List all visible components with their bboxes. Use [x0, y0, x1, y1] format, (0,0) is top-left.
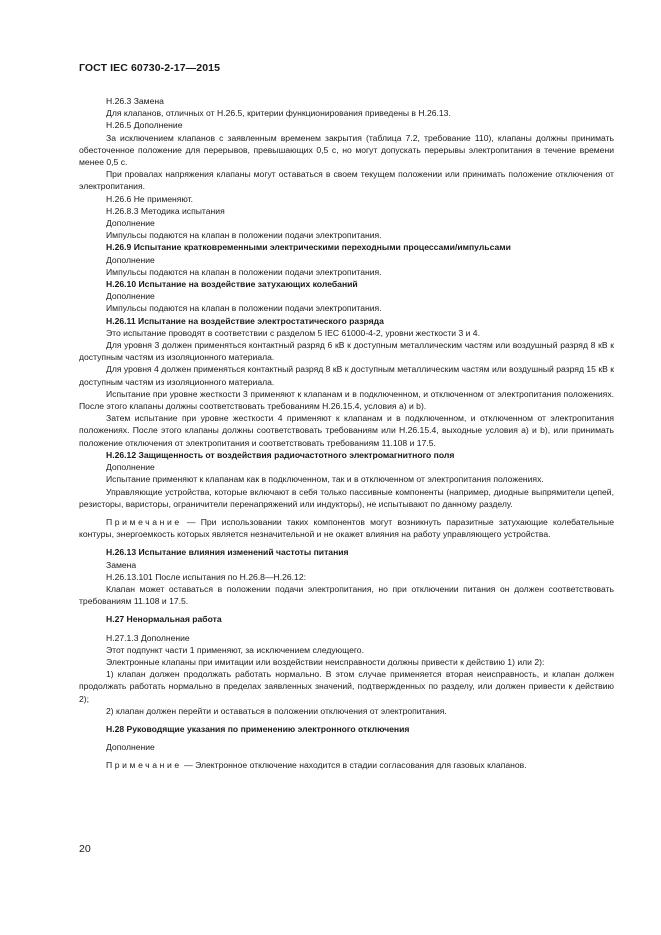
note-text: — Электронное отключение находится в стадии согласования для газовых клапанов.	[181, 760, 527, 771]
document-header: ГОСТ IEC 60730-2-17—2015	[79, 62, 221, 74]
paragraph: Этот подпункт части 1 применяют, за исключением следующего.	[106, 644, 364, 655]
section-heading: Н.28 Руководящие указания по применению электронного отключения	[106, 723, 410, 734]
note	[79, 516, 614, 540]
note-text: — При использовании таких компонентов могут возникнуть паразитные затухающие колебательные контуры, энергоемкость которых является незначительной и не окажет влияния на работу управляющего устройства.	[79, 516, 614, 540]
clause-heading: Н.26.6 Не применяют.	[106, 193, 194, 204]
clause-heading: H.26.3 Замена	[106, 96, 164, 106]
paragraph: Для уровня 3 должен применяться контактный разряд 6 кВ к доступным металлическим частям или воздушный разряд 8 кВ к доступным частям из изоляционного материала.	[79, 340, 614, 363]
section-heading: Н.26.11 Испытание на воздействие электростатического разряда	[106, 315, 384, 326]
subheading: Дополнение	[106, 218, 155, 229]
subheading: Дополнение	[106, 742, 155, 753]
subheading: Замена	[106, 559, 137, 570]
paragraph: Испытание применяют к клапанам как в подключенном, так и в отключенном от электропитания положениях.	[106, 474, 544, 485]
list-item: 1) клапан должен продолжать работать нормально. В этом случае применяется вторая неисправность, и клапан должен продолжать работать нормально в пределах заявленных значений, подтвержденных по разделу, или должен привести к действию 2);	[79, 669, 614, 704]
paragraph: Клапан может оставаться в положении подачи электропитания, но при отключении питания он должен соответствовать требованиям 11.108 и 17.5.	[79, 583, 614, 607]
document-body	[79, 95, 614, 772]
paragraph: Испытание при уровне жесткости 3 применяют к клапанам и в подключенном, и отключенном от электропитания положениях. После этого клапаны должны соответствовать требованиям Н.26.15.4, условия а) и b).	[79, 388, 614, 412]
clause-heading: Н.26.5 Дополнение	[106, 120, 183, 131]
subheading: Дополнение	[106, 462, 155, 473]
paragraph: Затем испытание при уровне жесткости 4 применяют к клапанам и в подключенном, и отключенном от электропитания положениях. После этого клапаны должны соответствовать требованиям или Н.26.15.4, выходные условия а) и b), или принимать положение отключения от электропитания и соответствовать требованиям 11.108 и 17.5.	[79, 413, 614, 448]
note-label: Примечание	[106, 760, 182, 771]
paragraph: Электронные клапаны при имитации или воздействии неисправности должны привести к действию 1) или 2):	[106, 656, 545, 667]
paragraph: Это испытание проводят в соответствии с разделом 5 IEC 61000-4-2, уровни жесткости 3 и 4.	[106, 327, 480, 338]
note	[79, 759, 614, 771]
paragraph: Управляющие устройства, которые включают в себя только пассивные компоненты (например, диодные выпрямители цепей, резисторы, варисторы, ограничители перенапряжений или индукторы), не испытывают по данному разделу.	[79, 486, 614, 509]
list-item: 2) клапан должен перейти и оставаться в положении отключения от электропитания.	[106, 705, 447, 716]
clause-heading: Н.27.1.3 Дополнение	[106, 632, 190, 643]
section-heading: Н.27 Ненормальная работа	[106, 614, 222, 625]
section-heading: Н.26.13 Испытание влияния изменений частоты питания	[106, 547, 349, 558]
paragraph: Для уровня 4 должен применяться контактный разряд 8 кВ к доступным металлическим частям или воздушный разряд 15 кВ к доступным частям из изоляционного материала.	[79, 364, 614, 387]
paragraph: За исключением клапанов с заявленным временем закрытия (таблица 7.2, требование 110), клапаны должны принимать обесточенное положение для перерывов, превышающих 0,5 с, но могут допускать перерывы электропитания в течение времени менее 0,5 с.	[79, 132, 614, 168]
paragraph: Импульсы подаются на клапан в положении подачи электропитания.	[106, 230, 382, 241]
paragraph: Импульсы подаются на клапан в положении подачи электропитания.	[106, 266, 382, 277]
clause-heading: Н.26.8.3 Методика испытания	[106, 205, 225, 216]
paragraph: Для клапанов, отличных от Н.26.5, критерии функционирования приведены в Н.26.13.	[106, 108, 451, 119]
note-label: Примечание	[106, 516, 182, 527]
paragraph: Импульсы подаются на клапан в положении подачи электропитания.	[106, 303, 382, 314]
clause-heading: Н.26.13.101 После испытания по Н.26.8—Н.26.12:	[106, 571, 307, 582]
section-heading: Н.26.12 Защищенность от воздействия радиочастотного электромагнитного поля	[106, 449, 455, 460]
page-number: 20	[79, 843, 91, 855]
paragraph: При провалах напряжения клапаны могут оставаться в своем текущем положении или принимать положение отключения от электропитания.	[79, 169, 614, 192]
section-heading: Н.26.10 Испытание на воздействие затухающих колебаний	[106, 279, 358, 290]
subheading: Дополнение	[106, 254, 155, 265]
section-heading: Н.26.9 Испытание кратковременными электрическими переходными процессами/импульсами	[106, 242, 511, 253]
subheading: Дополнение	[106, 291, 155, 302]
